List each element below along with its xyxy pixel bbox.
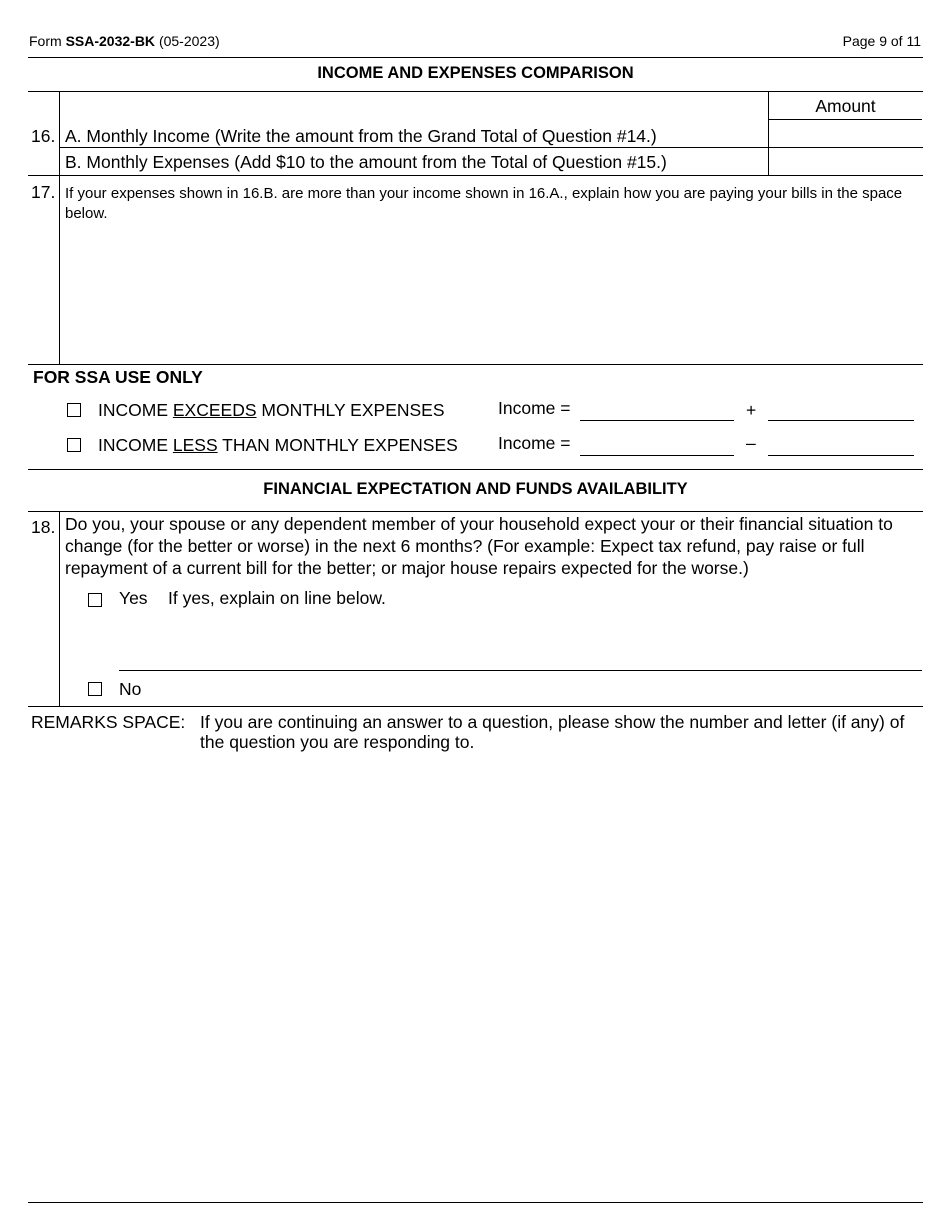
q17-bottom-divider: [28, 364, 923, 365]
amount-header: Amount: [815, 96, 876, 116]
question-16b-label: B. Monthly Expenses (Add $10 to the amount from the Total of Question #15.): [65, 152, 667, 172]
expense-field-2[interactable]: [768, 455, 914, 456]
no-label: No: [119, 679, 142, 699]
income-equals-label-2: Income =: [498, 433, 571, 453]
question-16a-label: A. Monthly Income (Write the amount from the Grand Total of Question #14.): [65, 126, 657, 146]
header-divider: [28, 57, 923, 58]
section-title-financial: FINANCIAL EXPECTATION AND FUNDS AVAILABILITY: [263, 480, 688, 498]
question-17-answer-area[interactable]: [65, 226, 920, 360]
remarks-instructions: If you are continuing an answer to a question, please show the number and letter (if any) of the question you are responding to.: [200, 712, 905, 752]
question-number-column-divider: [59, 91, 60, 365]
yes-label: Yes: [119, 588, 148, 608]
question-17-text: If your expenses shown in 16.B. are more than your income shown in 16.A., explain how you are paying your bills in the space below.: [65, 185, 903, 222]
question-17-number: 17.: [31, 182, 56, 202]
page-number: Page 9 of 11: [842, 33, 921, 49]
row-divider-16b: [28, 175, 923, 176]
question-18-number: 18.: [31, 517, 56, 537]
minus-operator: –: [746, 433, 756, 453]
income-exceeds-label: INCOME EXCEEDS MONTHLY EXPENSES: [98, 400, 445, 420]
section-title-income-expenses: INCOME AND EXPENSES COMPARISON: [317, 64, 634, 82]
plus-operator: +: [746, 400, 757, 420]
question-16-number: 16.: [31, 126, 56, 146]
form-id: [29, 33, 220, 49]
financial-section-divider: [28, 511, 923, 512]
yes-instruction: If yes, explain on line below.: [168, 588, 386, 608]
yes-checkbox[interactable]: [88, 593, 102, 607]
section-divider: [28, 91, 923, 92]
income-equals-label-1: Income =: [498, 398, 571, 418]
income-less-label: INCOME LESS THAN MONTHLY EXPENSES: [98, 435, 458, 455]
yes-explanation-line[interactable]: [119, 670, 922, 671]
remarks-label: REMARKS SPACE:: [31, 712, 186, 732]
remarks-answer-area[interactable]: [31, 760, 921, 1195]
form-number: SSA-2032-BK: [65, 33, 156, 49]
income-exceeds-emphasis: EXCEEDS: [172, 400, 257, 420]
income-less-emphasis: LESS: [172, 435, 218, 455]
no-checkbox[interactable]: [88, 682, 102, 696]
row-divider-16a: [59, 147, 923, 148]
q18-number-column-divider: [59, 511, 60, 706]
monthly-income-amount-field[interactable]: [770, 121, 920, 146]
q18-bottom-divider: [28, 706, 923, 707]
income-less-checkbox[interactable]: [67, 438, 81, 452]
ssa-bottom-divider: [28, 469, 923, 470]
monthly-expenses-amount-field[interactable]: [770, 149, 920, 174]
page-bottom-divider: [28, 1202, 923, 1203]
question-18-text: Do you, your spouse or any dependent member of your household expect your or their financial situation to change (for the better or worse) in the next 6 months? (For example: Expect tax refund, pay raise or full repayment of a current bill for the better; or major house repairs expected for the worse.): [65, 514, 893, 578]
form-date: (05-2023): [158, 33, 220, 49]
form-prefix: Form: [29, 33, 62, 49]
income-exceeds-checkbox[interactable]: [67, 403, 81, 417]
income-field-2[interactable]: [580, 455, 734, 456]
question-17-answer-input[interactable]: [65, 226, 924, 364]
income-field-1[interactable]: [580, 420, 734, 421]
expense-field-1[interactable]: [768, 420, 914, 421]
ssa-use-only-title: FOR SSA USE ONLY: [33, 367, 203, 387]
amount-header-divider: [768, 119, 922, 120]
